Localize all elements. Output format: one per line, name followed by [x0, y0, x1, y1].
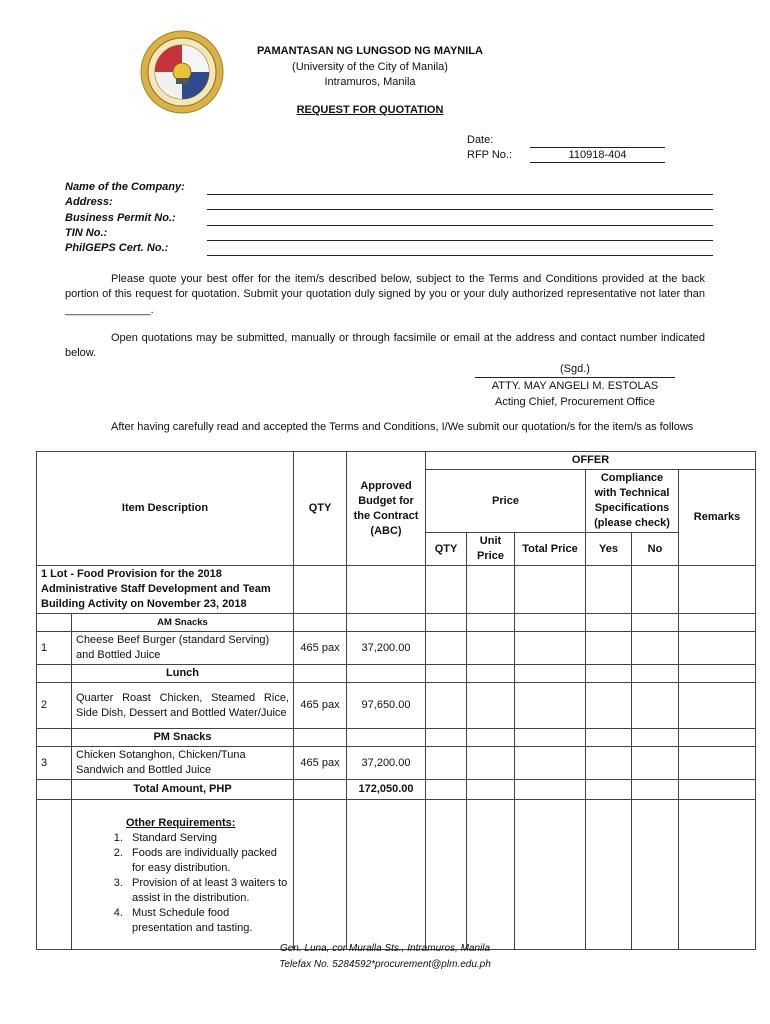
unit-price-cell[interactable] [467, 632, 515, 665]
item-number: 2 [37, 683, 72, 729]
date-value [530, 134, 665, 148]
total-price-header: Total Price [515, 533, 586, 566]
offer-qty-header: QTY [426, 533, 467, 566]
no-header: No [632, 533, 679, 566]
unit-price-cell[interactable] [467, 747, 515, 780]
footer-address: Gen. Luna, cor Muralla Sts., Intramuros, Manila [279, 943, 491, 954]
offer-qty-cell[interactable] [426, 747, 467, 780]
business-permit-field[interactable] [207, 225, 713, 226]
after-reading-text: After having carefully read and accepted the Terms and Conditions, I/We submit our quotation/s for the item/s as follows [111, 421, 694, 433]
item-qty: 465 pax [294, 683, 347, 729]
group-row [37, 729, 756, 747]
company-name-field[interactable] [207, 194, 713, 195]
signatory-block [460, 361, 690, 410]
price-header: Price [426, 470, 586, 533]
item-abc: 37,200.00 [347, 632, 426, 665]
no-check-cell[interactable] [632, 747, 679, 780]
offer-qty-cell[interactable] [426, 632, 467, 665]
footer-contact: Telefax No. 5284592*procurement@plm.edu.ph [279, 959, 491, 970]
group-label: Lunch [72, 665, 294, 683]
remarks-cell[interactable] [679, 683, 756, 729]
group-label: PM Snacks [72, 729, 294, 747]
item-number: 3 [37, 747, 72, 780]
date-label: Date: [467, 134, 494, 146]
yes-header: Yes [586, 533, 632, 566]
rfp-number: 110918-404 [530, 149, 665, 163]
rfp-label: RFP No.: [467, 149, 513, 161]
letterhead [240, 44, 500, 91]
item-abc: 97,650.00 [347, 683, 426, 729]
other-requirements-title: Other Requirements: [126, 817, 236, 829]
compliance-header: Compliance with Technical Specifications (please check) [586, 470, 679, 533]
total-value: 172,050.00 [347, 780, 426, 800]
table-row [37, 632, 756, 665]
company-name-row [65, 181, 715, 196]
group-label: AM Snacks [72, 614, 294, 632]
remarks-cell[interactable] [679, 632, 756, 665]
remarks-header: Remarks [679, 470, 756, 566]
university-seal-logo [140, 30, 224, 114]
list-item: 1. Standard Serving [126, 831, 289, 846]
open-quotations-paragraph [65, 331, 705, 362]
offer-qty-cell[interactable] [426, 683, 467, 729]
lot-title: 1 Lot - Food Provision for the 2018 Administrative Staff Development and Team Building Activity on November 23, 2018 [37, 566, 294, 614]
signatory-name: ATTY. MAY ANGELI M. ESTOLAS [491, 380, 659, 392]
total-price-cell[interactable] [515, 747, 586, 780]
unit-price-cell[interactable] [467, 683, 515, 729]
tin-field[interactable] [207, 240, 713, 241]
company-name-label: Name of the Company: [65, 181, 185, 193]
remarks-cell[interactable] [679, 747, 756, 780]
company-fields [65, 181, 715, 257]
list-item: 2. Foods are individually packed for easy distribution. [126, 846, 289, 876]
footer [0, 941, 770, 973]
item-description: Chicken Sotanghon, Chicken/Tuna Sandwich and Bottled Juice [72, 747, 294, 780]
table-row [37, 683, 756, 729]
table-header-row [37, 452, 756, 470]
item-description-header: Item Description [37, 452, 294, 566]
item-description: Cheese Beef Burger (standard Serving) and Bottled Juice [72, 632, 294, 665]
unit-price-header: Unit Price [467, 533, 515, 566]
signature-sgd: (Sgd.) [475, 361, 675, 378]
after-reading-paragraph [65, 420, 705, 435]
lot-title-row [37, 566, 756, 614]
group-row [37, 665, 756, 683]
university-name: PAMANTASAN NG LUNGSOD NG MAYNILA [257, 45, 483, 57]
list-item: 4. Must Schedule food presentation and tasting. [126, 906, 289, 936]
no-check-cell[interactable] [632, 632, 679, 665]
item-abc: 37,200.00 [347, 747, 426, 780]
open-quotations-text: Open quotations may be submitted, manually or through facsimile or email at the address and contact number indicated below. [65, 332, 705, 360]
list-item: 3. Provision of at least 3 waiters to assist in the distribution. [126, 876, 289, 906]
philgeps-label: PhilGEPS Cert. No.: [65, 242, 169, 255]
yes-check-cell[interactable] [586, 632, 632, 665]
qty-header: QTY [294, 452, 347, 566]
university-english-name: (University of the City of Manila) [292, 60, 448, 73]
tin-row [65, 227, 715, 242]
business-permit-label: Business Permit No.: [65, 211, 176, 224]
group-row [37, 614, 756, 632]
item-qty: 465 pax [294, 747, 347, 780]
quote-request-text: Please quote your best offer for the item/s described below, subject to the Terms and Conditions provided at the back portion of this request for quotation. Submit your quotation duly signed by you or your duly authorized representative not later than ______________. [65, 273, 705, 316]
philgeps-field[interactable] [207, 255, 713, 256]
quote-request-paragraph [65, 272, 705, 318]
university-location: Intramuros, Manila [324, 76, 416, 88]
quotation-table [36, 451, 756, 950]
address-row [65, 196, 715, 211]
item-qty: 465 pax [294, 632, 347, 665]
other-requirements [72, 800, 294, 950]
abc-header: Approved Budget for the Contract (ABC) [347, 452, 426, 566]
total-row [37, 780, 756, 800]
offer-header: OFFER [426, 452, 756, 470]
address-field[interactable] [207, 209, 713, 210]
yes-check-cell[interactable] [586, 683, 632, 729]
total-price-cell[interactable] [515, 683, 586, 729]
document-title: REQUEST FOR QUOTATION [296, 104, 444, 116]
total-label: Total Amount, PHP [72, 780, 294, 800]
item-number: 1 [37, 632, 72, 665]
item-description: Quarter Roast Chicken, Steamed Rice, Side Dish, Dessert and Bottled Water/Juice [72, 683, 294, 729]
other-requirements-row [37, 800, 756, 950]
philgeps-row [65, 242, 715, 257]
tin-label: TIN No.: [65, 226, 108, 239]
yes-check-cell[interactable] [586, 747, 632, 780]
address-label: Address: [65, 196, 113, 209]
business-permit-row [65, 212, 715, 227]
signatory-title: Acting Chief, Procurement Office [495, 396, 655, 408]
no-check-cell[interactable] [632, 683, 679, 729]
table-row [37, 747, 756, 780]
total-price-cell[interactable] [515, 632, 586, 665]
